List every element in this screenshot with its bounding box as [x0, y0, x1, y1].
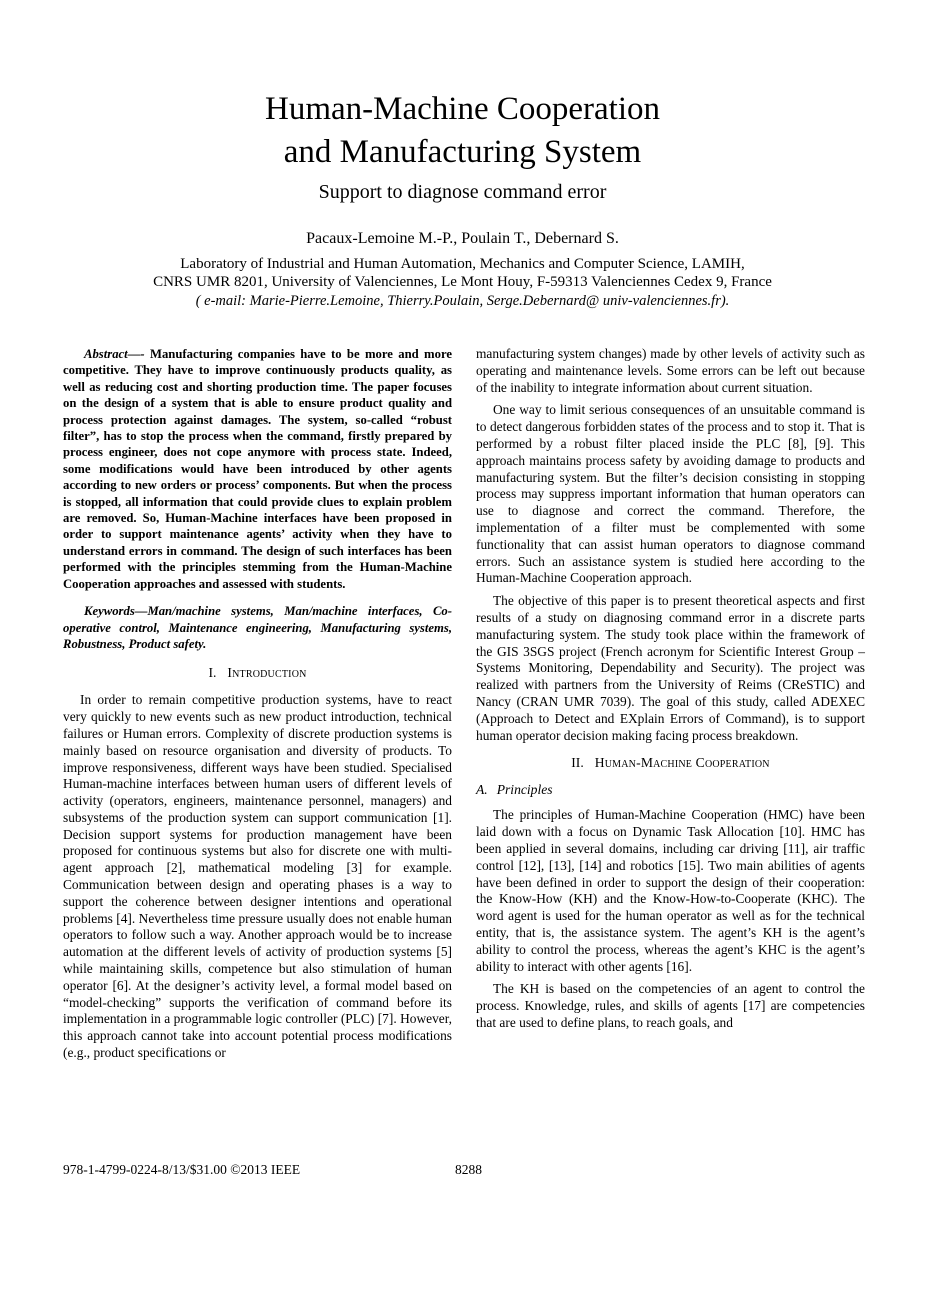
email-line: ( e-mail: Marie-Pierre.Lemoine, Thierry.Poulain, Serge.Debernard@ univ-valenciennes.fr).: [195, 293, 730, 309]
section-title: Human-Machine Cooperation: [594, 755, 770, 771]
section-heading-introduction: [63, 665, 452, 681]
copyright-notice: 978-1-4799-0224-8/13/$31.00 ©2013 IEEE: [63, 1162, 301, 1177]
introduction-paragraph: In order to remain competitive production systems, have to react very quickly to new events such as new product introduction, technical failures or Human errors. Complexity of discrete production systems is mainly based on resource organisation and diversity of products. To improve responsiveness, different ways have been studied. Specialised Human-machine interfaces between human users of different levels of activity (operators, engineers, maintenance personnel, managers) and subsystems of the production system can support communication [1]. Decision support systems for production management have been proposed for continuous systems but also for discrete one with multi-agent approach [2], mathematical modeling [3] for example. Communication between design and operating phases is a way to support the coherence between designer intentions and operational problems [4]. Nevertheless time pressure usually does not enable human operators to follow such a way. Another approach would be to increase automation at the different levels of activity of production systems [5] while maintaining skills, competence but also stimulation of human operator [6]. At the designer’s activity level, a formal model based on “model-checking” supports the verification of command before its implementation in a programmable logic controller (PLC) [7]. However, this approach cannot take into account potential process modifications (e.g., product specifications or: [63, 692, 452, 1061]
keywords-text: Man/machine systems, Man/machine interfaces, Co-operative control, Maintenance engineering, Manufacturing systems, Robustness, Product safety.: [63, 604, 452, 651]
left-column: [63, 346, 452, 1068]
body-paragraph: The KH is based on the competencies of an agent to control the process. Knowledge, rules, and skills of agents [17] are competencies that are used to define plans, to reach goals, and: [476, 981, 865, 1030]
affiliation-line-1: Laboratory of Industrial and Human Automation, Mechanics and Computer Science, LAMIH,: [180, 256, 745, 272]
body-paragraph-continuation: manufacturing system changes) made by other levels of activity such as operating and maintenance levels. Some errors can be left out because of the inability to integrate information about current situation.: [476, 346, 865, 395]
authors-line: Pacaux-Lemoine M.-P., Poulain T., Debernard S.: [306, 230, 619, 247]
body-paragraph: The principles of Human-Machine Cooperation (HMC) have been laid down with a focus on Dynamic Task Allocation [10]. HMC has been applied in several domains, including car driving [11], air traffic control [12], [13], [14] and robotics [15]. Two main abilities of agents have been defined in order to support the design of their cooperation: the Know-How (KH) and the Know-How-to-Cooperate (KHC). The word agent is used for the human operator as well as for the technical entity, that is, the assistance system. The agent’s KH is the agent’s ability to control the process, whereas the agent’s KHC is the agent’s ability to interact with other agents [16].: [476, 807, 865, 974]
paper-title: [0, 88, 925, 174]
paper-title-line1: Human-Machine Cooperation: [265, 91, 660, 127]
affiliation-block: [0, 255, 925, 310]
subsection-heading-principles: [476, 782, 865, 798]
two-column-body: [0, 346, 925, 1068]
page-number: 8288: [455, 1162, 482, 1177]
paper-title-line2: and Manufacturing System: [283, 134, 642, 170]
abstract-label: Abstract—-: [84, 347, 145, 361]
affiliation-line-2: CNRS UMR 8201, University of Valenciennes, Le Mont Houy, F-59313 Valenciennes Cedex 9, France: [153, 274, 772, 290]
section-title: Introduction: [227, 665, 307, 681]
subsection-title: Principles: [496, 782, 553, 798]
page-footer: [63, 1162, 865, 1178]
body-paragraph: One way to limit serious consequences of an unsuitable command is to detect dangerous forbidden states of the process and to stop it. That is performed by a robust filter placed inside the PLC [8], [9]. This approach maintains process safety by avoiding damage to products and manufacturing system. But the filter’s decision consisting in stopping process may suppress important information that human operators can use to diagnose and correct the command. Therefore, the implementation of a filter must be complemented with some functionality that can assist human operators to diagnose command errors. Such an assistance system is studied here according to the Human-Machine Cooperation approach.: [476, 402, 865, 586]
abstract-text: Manufacturing companies have to be more and more competitive. They have to improve continuously products quality, as well as reducing cost and shorting production time. The paper focuses on the design of a system that is able to ensure product quality and process protection against damages. The system, so-called “robust filter”, has to stop the process when the command, firstly prepared by process engineer, does not cope anymore with process state. Indeed, some modifications would have been introduced by other agents according to new orders or process’ components. But when the process is stopped, all information that could provide clues to explain problem are removed. So, Human-Machine interfaces have been proposed in order to support maintenance agents’ activity when they have to understand errors in command. The design of such interfaces has been performed with the principles stemming from the Human-Machine Cooperation approaches and assessed with students.: [63, 347, 452, 591]
body-paragraph: The objective of this paper is to present theoretical aspects and first results of a study on diagnosing command error in a discrete parts manufacturing system. The study took place within the framework of the GIS 3SGS project (French acronym for Scientific Interest Group – Systems Monitoring, Dependability and Security). The project was realized with partners from the University of Reims (CReSTIC) and Nancy (CRAN UMR 7039). The goal of this study, called ADEXEC (Approach to Detect and EXplain Errors of Command), is to support human operator decision making facing process breakdown.: [476, 593, 865, 743]
paper-subtitle: Support to diagnose command error: [318, 181, 607, 203]
section-number: I.: [208, 665, 217, 681]
section-heading-hmc: [476, 755, 865, 771]
abstract-paragraph: [63, 346, 452, 592]
subsection-number: A.: [476, 782, 488, 798]
keywords-paragraph: [63, 603, 452, 652]
section-number: II.: [571, 755, 584, 771]
keywords-label: Keywords—: [84, 604, 148, 619]
right-column: [476, 346, 865, 1068]
title-block: [0, 0, 925, 204]
